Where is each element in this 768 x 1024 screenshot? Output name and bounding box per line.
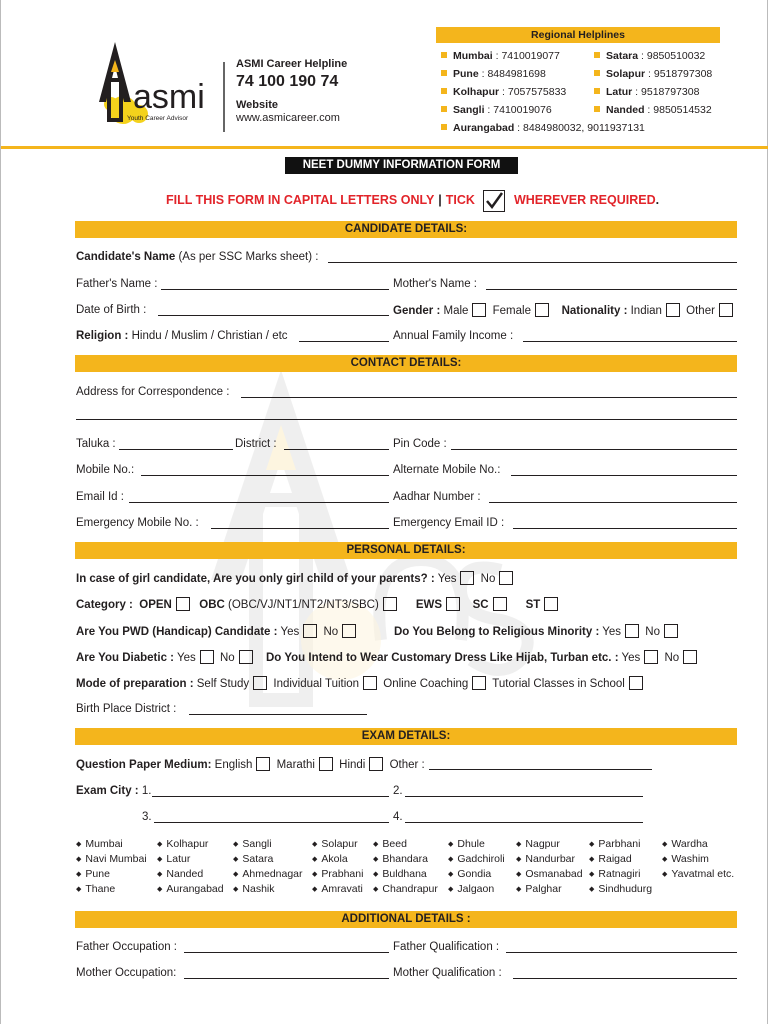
medium-marathi-checkbox[interactable] <box>319 757 333 771</box>
girl-child-no-checkbox[interactable] <box>499 571 513 585</box>
city-list-col-5: ◆ Beed ◆ Bhandara ◆ Buldhana ◆ Chandrapur <box>373 837 438 897</box>
exam-city-2-field[interactable] <box>405 796 643 797</box>
watermark-logo <box>171 330 651 730</box>
emergency-mobile-field[interactable] <box>211 528 389 529</box>
section-candidate: CANDIDATE DETAILS: <box>75 221 737 238</box>
city-list-col-8: ◆ Parbhani ◆ Raigad ◆ Ratnagiri ◆ Sindhudurg <box>589 837 652 897</box>
pin-label: Pin Code : <box>393 438 447 450</box>
mode-tutorial-checkbox[interactable] <box>629 676 643 690</box>
alt-mobile-field[interactable] <box>511 475 737 476</box>
father-occupation-field[interactable] <box>184 952 389 953</box>
website-url: www.asmicareer.com <box>236 112 340 124</box>
mode-tuition-checkbox[interactable] <box>363 676 377 690</box>
mode-row: Mode of preparation : Self Study Individual Tuition Online Coaching Tutorial Classes in School <box>76 676 646 691</box>
header-rule <box>1 146 768 149</box>
gender-female-checkbox[interactable] <box>535 303 549 317</box>
girl-child-yes-checkbox[interactable] <box>460 571 474 585</box>
emergency-mobile-label: Emergency Mobile No. : <box>76 517 199 529</box>
father-qualification-label: Father Qualification : <box>393 941 500 953</box>
regional-item: Kolhapur : 7057575833 <box>441 83 645 101</box>
candidate-name-field[interactable] <box>328 262 737 263</box>
category-open-checkbox[interactable] <box>176 597 190 611</box>
section-personal: PERSONAL DETAILS: <box>75 542 737 559</box>
asmi-logo <box>89 38 219 134</box>
mode-self-checkbox[interactable] <box>253 676 267 690</box>
dress-yes-checkbox[interactable] <box>644 650 658 664</box>
city-list-col-4: ◆ Solapur ◆ Akola ◆ Prabhani ◆ Amravati <box>312 837 363 897</box>
taluka-field[interactable] <box>119 449 233 450</box>
girl-child-row: In case of girl candidate, Are you only girl child of your parents? : Yes No <box>76 571 516 586</box>
gender-row: Gender : Male Female Nationality : Indian Other <box>393 303 736 318</box>
pwd-yes-checkbox[interactable] <box>303 624 317 638</box>
candidate-name-label: Candidate's Name (As per SSC Marks sheet) : <box>76 251 319 263</box>
medium-row: Question Paper Medium: English Marathi Hindi Other : <box>76 759 425 771</box>
regional-right-list <box>594 47 712 119</box>
header-divider <box>223 62 225 132</box>
instruction-line: FILL THIS FORM IN CAPITAL LETTERS ONLY | TICK WHEREVER REQUIRED. <box>166 187 659 213</box>
aadhar-field[interactable] <box>489 502 737 503</box>
exam-city-4-label: 4. <box>393 811 403 823</box>
exam-city-3-field[interactable] <box>154 822 389 823</box>
father-name-label: Father's Name : <box>76 278 158 290</box>
exam-city-2-label: 2. <box>393 785 403 797</box>
helpline-block <box>236 58 347 125</box>
nationality-other-checkbox[interactable] <box>719 303 733 317</box>
email-label: Email Id : <box>76 491 124 503</box>
minority-yes-checkbox[interactable] <box>625 624 639 638</box>
father-qualification-field[interactable] <box>506 952 737 953</box>
bullet-icon <box>594 70 600 76</box>
birth-district-field[interactable] <box>189 714 367 715</box>
category-row: Category : OPEN OBC (OBC/VJ/NT1/NT2/NT3/SBC) EWS SC ST <box>76 597 561 612</box>
regional-item: Latur : 9518797308 <box>594 83 712 101</box>
alt-mobile-label: Alternate Mobile No.: <box>393 464 501 476</box>
address-label: Address for Correspondence : <box>76 386 230 398</box>
regional-item: Satara : 9850510032 <box>594 47 712 65</box>
religion-field[interactable] <box>299 341 389 342</box>
regional-item: Nanded : 9850514532 <box>594 101 712 119</box>
taluka-label: Taluka : <box>76 438 116 450</box>
bullet-icon <box>441 88 447 94</box>
bullet-icon <box>441 70 447 76</box>
category-ews-checkbox[interactable] <box>446 597 460 611</box>
emergency-email-field[interactable] <box>513 528 737 529</box>
medium-other-field[interactable] <box>429 769 652 770</box>
medium-hindi-checkbox[interactable] <box>369 757 383 771</box>
religion-row: Religion : Hindu / Muslim / Christian / etc <box>76 330 288 342</box>
bullet-icon <box>441 124 447 130</box>
exam-city-label: Exam City : 1. <box>76 785 152 797</box>
dob-label: Date of Birth : <box>76 304 147 316</box>
mother-name-field[interactable] <box>486 289 737 290</box>
section-exam: EXAM DETAILS: <box>75 728 737 745</box>
regional-item: Solapur : 9518797308 <box>594 65 712 83</box>
medium-english-checkbox[interactable] <box>256 757 270 771</box>
mobile-field[interactable] <box>141 475 389 476</box>
mode-online-checkbox[interactable] <box>472 676 486 690</box>
pin-field[interactable] <box>451 449 737 450</box>
pwd-no-checkbox[interactable] <box>342 624 356 638</box>
dress-no-checkbox[interactable] <box>683 650 697 664</box>
bullet-icon <box>441 52 447 58</box>
category-obc-checkbox[interactable] <box>383 597 397 611</box>
diabetic-no-checkbox[interactable] <box>239 650 253 664</box>
district-field[interactable] <box>284 449 389 450</box>
pwd-row: Are You PWD (Handicap) Candidate : Yes No <box>76 624 359 639</box>
city-list-col-2: ◆ Kolhapur ◆ Latur ◆ Nanded ◆ Aurangabad <box>157 837 224 897</box>
bullet-icon <box>594 88 600 94</box>
dob-field[interactable] <box>158 315 389 316</box>
regional-item: Mumbai : 7410019077 <box>441 47 645 65</box>
city-list-col-7: ◆ Nagpur ◆ Nandurbar ◆ Osmanabad ◆ Palghar <box>516 837 583 897</box>
city-list-col-1: ◆ Mumbai ◆ Navi Mumbai ◆ Pune ◆ Thane <box>76 837 147 897</box>
minority-row: Do You Belong to Religious Minority : Yes No <box>394 624 681 639</box>
brand-tagline: Youth Career Advisor <box>127 115 189 122</box>
section-contact: CONTACT DETAILS: <box>75 355 737 372</box>
district-label: District : <box>235 438 277 450</box>
mother-occupation-field[interactable] <box>184 978 389 979</box>
minority-no-checkbox[interactable] <box>664 624 678 638</box>
mother-name-label: Mother's Name : <box>393 278 477 290</box>
bullet-icon <box>594 106 600 112</box>
category-st-checkbox[interactable] <box>544 597 558 611</box>
bullet-icon <box>594 52 600 58</box>
mother-occupation-label: Mother Occupation: <box>76 967 177 979</box>
helpline-number: 74 100 190 74 <box>236 73 339 90</box>
regional-title: Regional Helplines <box>436 27 720 43</box>
dress-row: Do You Intend to Wear Customary Dress Like Hijab, Turban etc. : Yes No <box>266 650 700 665</box>
exam-city-1-field[interactable] <box>152 796 389 797</box>
address-field-1[interactable] <box>241 397 737 398</box>
income-label: Annual Family Income : <box>393 330 514 342</box>
income-field[interactable] <box>523 341 737 342</box>
helpline-title: ASMI Career Helpline <box>236 58 348 70</box>
category-sc-checkbox[interactable] <box>493 597 507 611</box>
city-list-col-6: ◆ Dhule ◆ Gadchiroli ◆ Gondia ◆ Jalgaon <box>448 837 505 897</box>
regional-item: Pune : 8484981698 <box>441 65 645 83</box>
mother-qualification-label: Mother Qualification : <box>393 967 502 979</box>
mobile-label: Mobile No.: <box>76 464 135 476</box>
diabetic-yes-checkbox[interactable] <box>200 650 214 664</box>
diabetic-row: Are You Diabetic : Yes No <box>76 650 256 665</box>
tick-icon <box>483 190 505 212</box>
regional-item: Aurangabad : 8484980032, 9011937131 <box>441 119 645 137</box>
father-occupation-label: Father Occupation : <box>76 941 177 953</box>
exam-city-4-field[interactable] <box>405 822 643 823</box>
bullet-icon <box>441 106 447 112</box>
mother-qualification-field[interactable] <box>513 978 737 979</box>
brand-name: asmi <box>133 78 205 116</box>
exam-city-3-label: 3. <box>142 811 152 823</box>
birth-district-label: Birth Place District : <box>76 703 177 715</box>
address-field-2[interactable] <box>76 419 737 420</box>
city-list-col-9: ◆ Wardha ◆ Washim ◆ Yavatmal etc. <box>662 837 734 882</box>
form-title: NEET DUMMY INFORMATION FORM <box>285 157 518 174</box>
email-field[interactable] <box>129 502 389 503</box>
gender-male-checkbox[interactable] <box>472 303 486 317</box>
nationality-indian-checkbox[interactable] <box>666 303 680 317</box>
section-additional: ADDITIONAL DETAILS : <box>75 911 737 928</box>
aadhar-label: Aadhar Number : <box>393 491 481 503</box>
father-name-field[interactable] <box>161 289 389 290</box>
city-list-col-3: ◆ Sangli ◆ Satara ◆ Ahmednagar ◆ Nashik <box>233 837 303 897</box>
website-label: Website <box>236 99 278 111</box>
regional-item: Sangli : 7410019076 <box>441 101 645 119</box>
emergency-email-label: Emergency Email ID : <box>393 517 505 529</box>
